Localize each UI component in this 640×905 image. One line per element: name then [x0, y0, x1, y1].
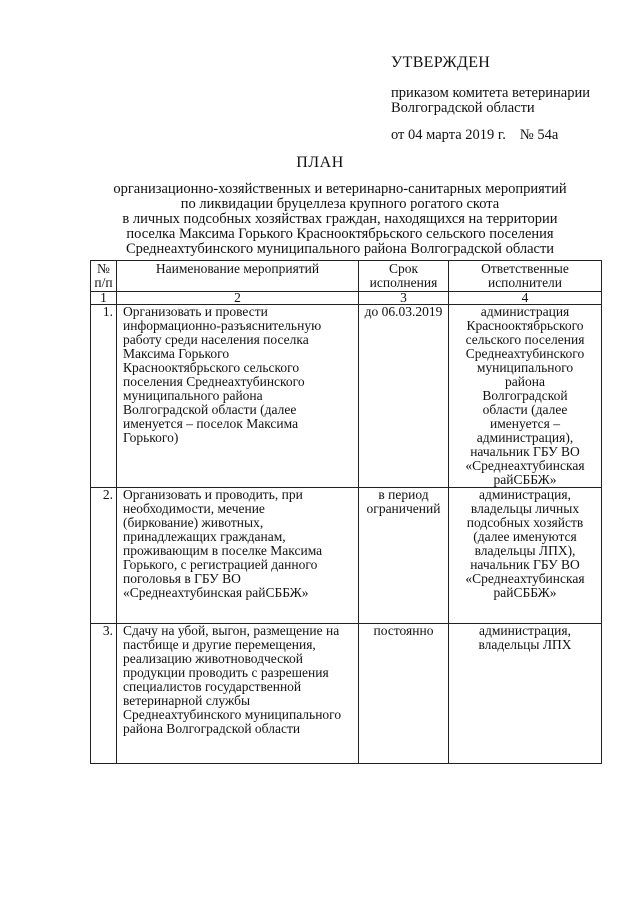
column-number: 4 — [449, 292, 602, 305]
row-number: 3. — [91, 624, 117, 764]
approval-line-1: приказом комитета ветеринарии — [391, 85, 590, 101]
approval-heading: УТВЕРЖДЕН — [391, 54, 491, 71]
subtitle-line: организационно-хозяйственных и ветеринарно-санитарных мероприятий — [113, 181, 567, 197]
approval-date-text: от 04 марта 2019 г. — [391, 127, 506, 143]
row-responsible: администрация, владельцы ЛПХ — [449, 624, 602, 764]
header-num: № п/п — [91, 261, 117, 292]
subtitle-line: по ликвидации бруцеллеза крупного рогатого скота — [180, 196, 500, 212]
approval-stamp — [391, 54, 631, 143]
document-subtitle — [100, 182, 580, 257]
subtitle-line: в личных подсобных хозяйствах граждан, находящихся на территории — [122, 211, 558, 227]
row-activity: Организовать и провести информационно-разъяснительную работу среди населения поселка Максима Горького Краснооктябрьского сельского поселения Среднеахтубинского муниципального района Волгоградской области (далее именуется – поселок Максима Горького) — [117, 305, 359, 488]
column-number-row — [91, 292, 602, 305]
column-number: 3 — [359, 292, 449, 305]
row-number: 2. — [91, 488, 117, 624]
row-term: постоянно — [359, 624, 449, 764]
column-number: 1 — [91, 292, 117, 305]
subtitle-line: Среднеахтубинского муниципального района Волгоградской области — [125, 241, 555, 257]
approval-number: № 54а — [519, 127, 559, 143]
row-responsible: администрация, владельцы личных подсобных хозяйств (далее именуются владельцы ЛПХ), начальник ГБУ ВО «Среднеахтубинская райСББЖ» — [449, 488, 602, 624]
row-term: до 06.03.2019 — [359, 305, 449, 488]
row-activity: Организовать и проводить, при необходимости, мечение (биркование) животных, принадлежащих гражданам, проживающим в поселке Максима Горького, с регистрацией данного поголовья в ГБУ ВО «Среднеахтубинская райСББЖ» — [117, 488, 359, 624]
document-title: ПЛАН — [296, 154, 344, 171]
table-header-row — [91, 261, 602, 292]
table-row — [91, 624, 602, 764]
row-responsible: администрация Краснооктябрьского сельского поселения Среднеахтубинского муниципального района Волгоградской области (далее именуется – администрация), начальник ГБУ ВО «Среднеахтубинская райСББЖ» — [449, 305, 602, 488]
row-term: в период ограничений — [359, 488, 449, 624]
row-activity: Сдачу на убой, выгон, размещение на пастбище и другие перемещения, реализацию животноводческой продукции проводить с разрешения специалистов государственной ветеринарной службы Среднеахтубинского муниципального района Волгоградской области — [117, 624, 359, 764]
column-number: 2 — [117, 292, 359, 305]
header-resp: Ответственные исполнители — [449, 261, 602, 292]
row-number: 1. — [91, 305, 117, 488]
approval-line-2: Волгоградской области — [391, 100, 535, 116]
approval-date — [391, 128, 631, 143]
plan-table — [90, 260, 602, 764]
header-term: Срок исполнения — [359, 261, 449, 292]
subtitle-line: поселка Максима Горького Краснооктябрьского сельского поселения — [126, 226, 554, 242]
table-row — [91, 305, 602, 488]
header-name: Наименование мероприятий — [117, 261, 359, 292]
table-row — [91, 488, 602, 624]
